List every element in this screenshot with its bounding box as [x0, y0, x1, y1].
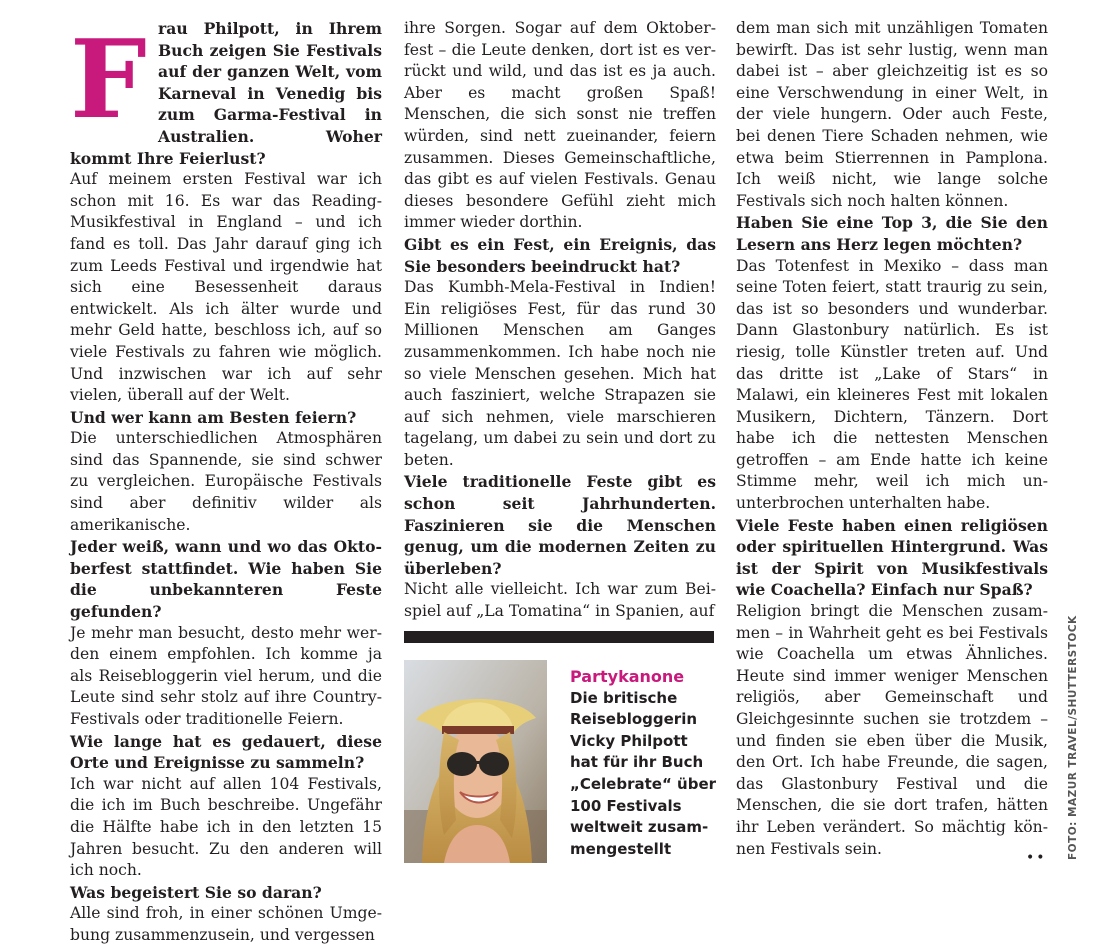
interview-question: Und wer kann am Besten feiern?	[70, 407, 357, 427]
article-column-2	[404, 18, 716, 623]
interview-answer: Alle sind froh, in einer schönen Umgebung zusammenzusein, und vergessen	[70, 904, 382, 944]
caption-title: Partykanone	[570, 667, 685, 686]
interview-answer: Religion bringt die Menschen zusammen – in Wahrheit geht es bei Festivals wie Coachella um etwas Ähnliches. Heute sind immer weniger Menschen religiös, aber Gemeinschaft und Gleichgesinnte suchen sie trotzdem – und finden sie eben über die Musik, den Ort. Ich habe Freunde, die sagen, das Glastonbury Festival und die Menschen, die sie dort trafen, hätten ihr Leben verändert. So mächtig können Festivals sein.	[736, 602, 1048, 858]
interview-answer: Nicht alle vielleicht. Ich war zum Beispiel auf „La Tomatina“ in Spanien, auf	[404, 580, 716, 621]
interview-answer: Je mehr man besucht, desto mehr werden einem empfohlen. Ich komme ja als Reisebloggerin viel herum, und die Leute sind sehr stolz auf ihre Country-Festivals oder traditionelle Feiern.	[70, 623, 382, 728]
article-column-3	[736, 18, 1048, 860]
interview-question: Viele Feste haben einen religiösen oder spirituellen Hintergrund. Was ist der Spirit von Musikfestivals wie Coachella? Einfach nur Spaß?	[736, 515, 1048, 600]
interview-answer: Auf meinem ersten Festival war ich schon mit 16. Es war das Reading-Musikfestival in England – und ich fand es toll. Das Jahr darauf ging ich zum Leeds Festival und irgendwie hat sich eine Besessenheit daraus entwickelt. Als ich älter wurde und mehr Geld hatte, beschloss ich, auf so viele Festivals zu fahren wie möglich. Und inzwischen war ich auf sehr vielen, überall auf der Welt.	[70, 170, 382, 405]
portrait-illustration	[404, 660, 547, 863]
interview-answer: Ich war nicht auf allen 104 Festivals, die ich im Buch beschreibe. Ungefähr die Hälfte habe ich in den letzten 15 Jahren besucht. Zu den anderen will ich noch.	[70, 774, 382, 880]
interview-question: rau Philpott, in Ihrem Buch zeigen Sie Festivals auf der ganzen Welt, vom Karneval in Venedig bis zum Garma-Festival in Australien. Woher kommt Ihre Feierlust?	[70, 19, 382, 168]
end-mark: ••	[1026, 850, 1047, 866]
drop-cap: F	[70, 17, 147, 143]
interview-question: Viele traditionelle Feste gibt es schon seit Jahrhunderten. Faszinieren sie die Menschen genug, um die modernen Zeiten zu überleben?	[404, 472, 716, 578]
interview-answer: ihre Sorgen. Sogar auf dem Oktoberfest – die Leute denken, dort ist es verrückt und wild, und das ist es ja auch. Aber es macht großen Spaß! Menschen, die sich sonst nie treffen würden, sind nett zueinander, feiern zusammen. Dieses Gemeinschaftliche, das gibt es auf vielen Festivals. Genau dieses besondere Gefühl zieht mich immer wieder dorthin.	[404, 19, 716, 232]
article-column-1	[70, 18, 382, 947]
interview-question: Haben Sie eine Top 3, die Sie den Lesern ans Herz legen möchten?	[736, 213, 1048, 254]
photo-credit: FOTO: MAZUR TRAVEL/SHUTTERSTOCK	[1067, 615, 1079, 860]
interview-question: Wie lange hat es gedauert, diese Orte und Ereignisse zu sammeln?	[70, 731, 382, 773]
interview-question: Was begeistert Sie so daran?	[70, 882, 322, 902]
photo-caption	[570, 666, 720, 860]
interview-answer: Das Kumbh-Mela-Festival in Indien! Ein religiöses Fest, für das rund 30 Millionen Menschen am Ganges zusammenkommen. Ich habe noch nie so viele Menschen gesehen. Mich hat auch fasziniert, welche Strapazen sie auf sich nehmen, viele marschieren tagelang, um dabei zu sein und dort zu beten.	[404, 278, 716, 469]
interview-question: Jeder weiß, wann und wo das Oktoberfest stattfindet. Wie haben Sie die unbekannteren Feste gefunden?	[70, 537, 382, 622]
interview-answer: dem man sich mit unzähligen Tomaten bewirft. Das ist sehr lustig, wenn man dabei ist – aber gleichzeitig ist es so eine Verschwendung in einer Welt, in der viele hungern. Oder auch Feste, bei denen Tiere Schaden nehmen, wie etwa beim Stierrennen in Pamplona. Ich weiß nicht, wie lange solche Festivals sich noch halten können.	[736, 19, 1048, 210]
interview-question: Gibt es ein Fest, ein Ereignis, das Sie besonders beeindruckt hat?	[404, 234, 716, 276]
caption-rule	[404, 631, 714, 643]
interview-answer: Das Totenfest in Mexiko – dass man seine Toten feiert, statt traurig zu sein, das ist so besonders und wunderbar. Dann Glastonbury natürlich. Es ist riesig, tolle Künstler treten auf. Und das dritte ist „Lake of Stars“ in Malawi, ein kleineres Fest mit lokalen Musikern, Dichtern, Tänzern. Dort habe ich die nettesten Menschen getroffen – am Ende hatte ich keine Stimme mehr, weil ich mich ununterbrochen unterhalten habe.	[736, 256, 1048, 513]
interview-answer: Die unterschiedlichen Atmosphären sind das Spannende, sie sind schwer zu vergleichen. Europäische Festivals sind aber definitiv wilder als amerikanische.	[70, 429, 382, 534]
portrait-photo	[404, 660, 547, 863]
caption-body: Die britische Reisebloggerin Vicky Philpott hat für ihr Buch „Celebrate“ über 100 Festivals weltweit zusammengestellt	[570, 688, 717, 858]
